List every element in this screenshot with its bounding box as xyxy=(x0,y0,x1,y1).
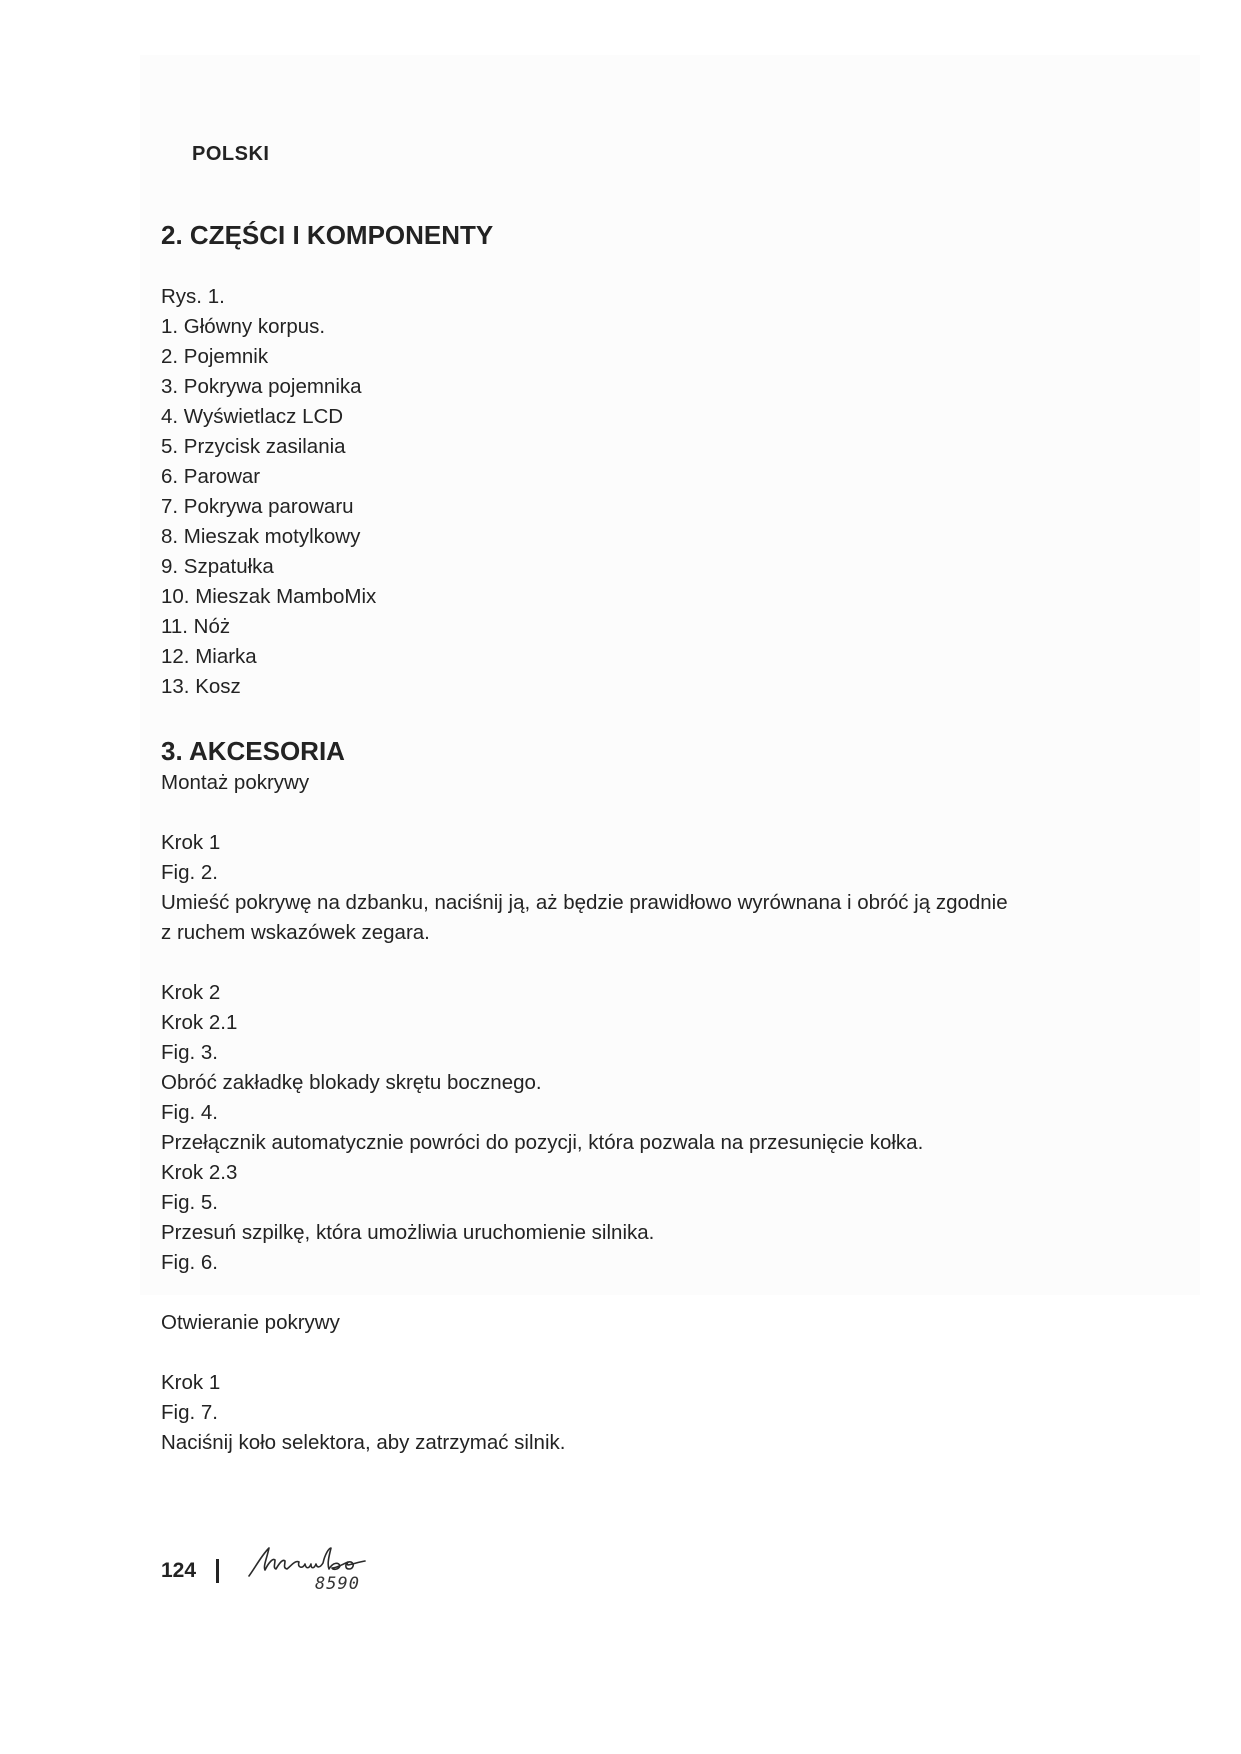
accessories-text-line: Przełącznik automatycznie powróci do pozycji, która pozwala na przesunięcie kołka. xyxy=(161,1131,924,1154)
figure-label: Rys. 1. xyxy=(161,285,225,308)
parts-list-item: 7. Pokrywa parowaru xyxy=(161,495,354,518)
accessories-text-line: Umieść pokrywę na dzbanku, naciśnij ją, aż będzie prawidłowo wyrównana i obróć ją zgodnie xyxy=(161,891,1008,914)
accessories-text-line: Naciśnij koło selektora, aby zatrzymać silnik. xyxy=(161,1431,566,1454)
accessories-text-line: Fig. 4. xyxy=(161,1101,218,1124)
accessories-text-line: Krok 2.1 xyxy=(161,1011,238,1034)
accessories-text-line: Krok 2.3 xyxy=(161,1161,238,1184)
accessories-text-line: Fig. 7. xyxy=(161,1401,218,1424)
parts-list-item: 8. Mieszak motylkowy xyxy=(161,525,361,548)
accessories-text-line: Montaż pokrywy xyxy=(161,771,310,794)
accessories-text-line: Obróć zakładkę blokady skrętu bocznego. xyxy=(161,1071,542,1094)
language-label: POLSKI xyxy=(192,143,270,165)
parts-list-item: 4. Wyświetlacz LCD xyxy=(161,405,344,428)
parts-list-item: 3. Pokrywa pojemnika xyxy=(161,375,362,398)
parts-list-item: 5. Przycisk zasilania xyxy=(161,435,346,458)
section-2-heading: 2. CZĘŚCI I KOMPONENTY xyxy=(161,220,494,250)
parts-list-item: 2. Pojemnik xyxy=(161,345,269,368)
parts-list-item: 6. Parowar xyxy=(161,465,261,488)
parts-list-item: 10. Mieszak MamboMix xyxy=(161,585,377,608)
parts-list-item: 12. Miarka xyxy=(161,645,257,668)
parts-list-item: 9. Szpatułka xyxy=(161,555,274,578)
mambo-logo xyxy=(245,1542,375,1600)
accessories-text-line: Fig. 2. xyxy=(161,861,218,884)
footer-divider xyxy=(216,1559,219,1583)
accessories-text-line: Przesuń szpilkę, która umożliwia uruchomienie silnika. xyxy=(161,1221,655,1244)
logo-model-number: 8590 xyxy=(315,1574,360,1594)
accessories-text-line: z ruchem wskazówek zegara. xyxy=(161,921,430,944)
accessories-text-line: Fig. 3. xyxy=(161,1041,218,1064)
page-footer xyxy=(161,1542,375,1600)
parts-list-item: 13. Kosz xyxy=(161,675,241,698)
parts-list-item: 11. Nóż xyxy=(161,615,231,638)
accessories-text-line: Krok 2 xyxy=(161,981,221,1004)
accessories-text-line: Otwieranie pokrywy xyxy=(161,1311,340,1334)
accessories-text-line: Krok 1 xyxy=(161,1371,221,1394)
parts-list-item: 1. Główny korpus. xyxy=(161,315,326,338)
accessories-text-line: Fig. 6. xyxy=(161,1251,218,1274)
section-3-heading: 3. AKCESORIA xyxy=(161,736,345,766)
accessories-text-line: Fig. 5. xyxy=(161,1191,218,1214)
accessories-text-line: Krok 1 xyxy=(161,831,221,854)
page-number: 124 xyxy=(161,1559,197,1582)
